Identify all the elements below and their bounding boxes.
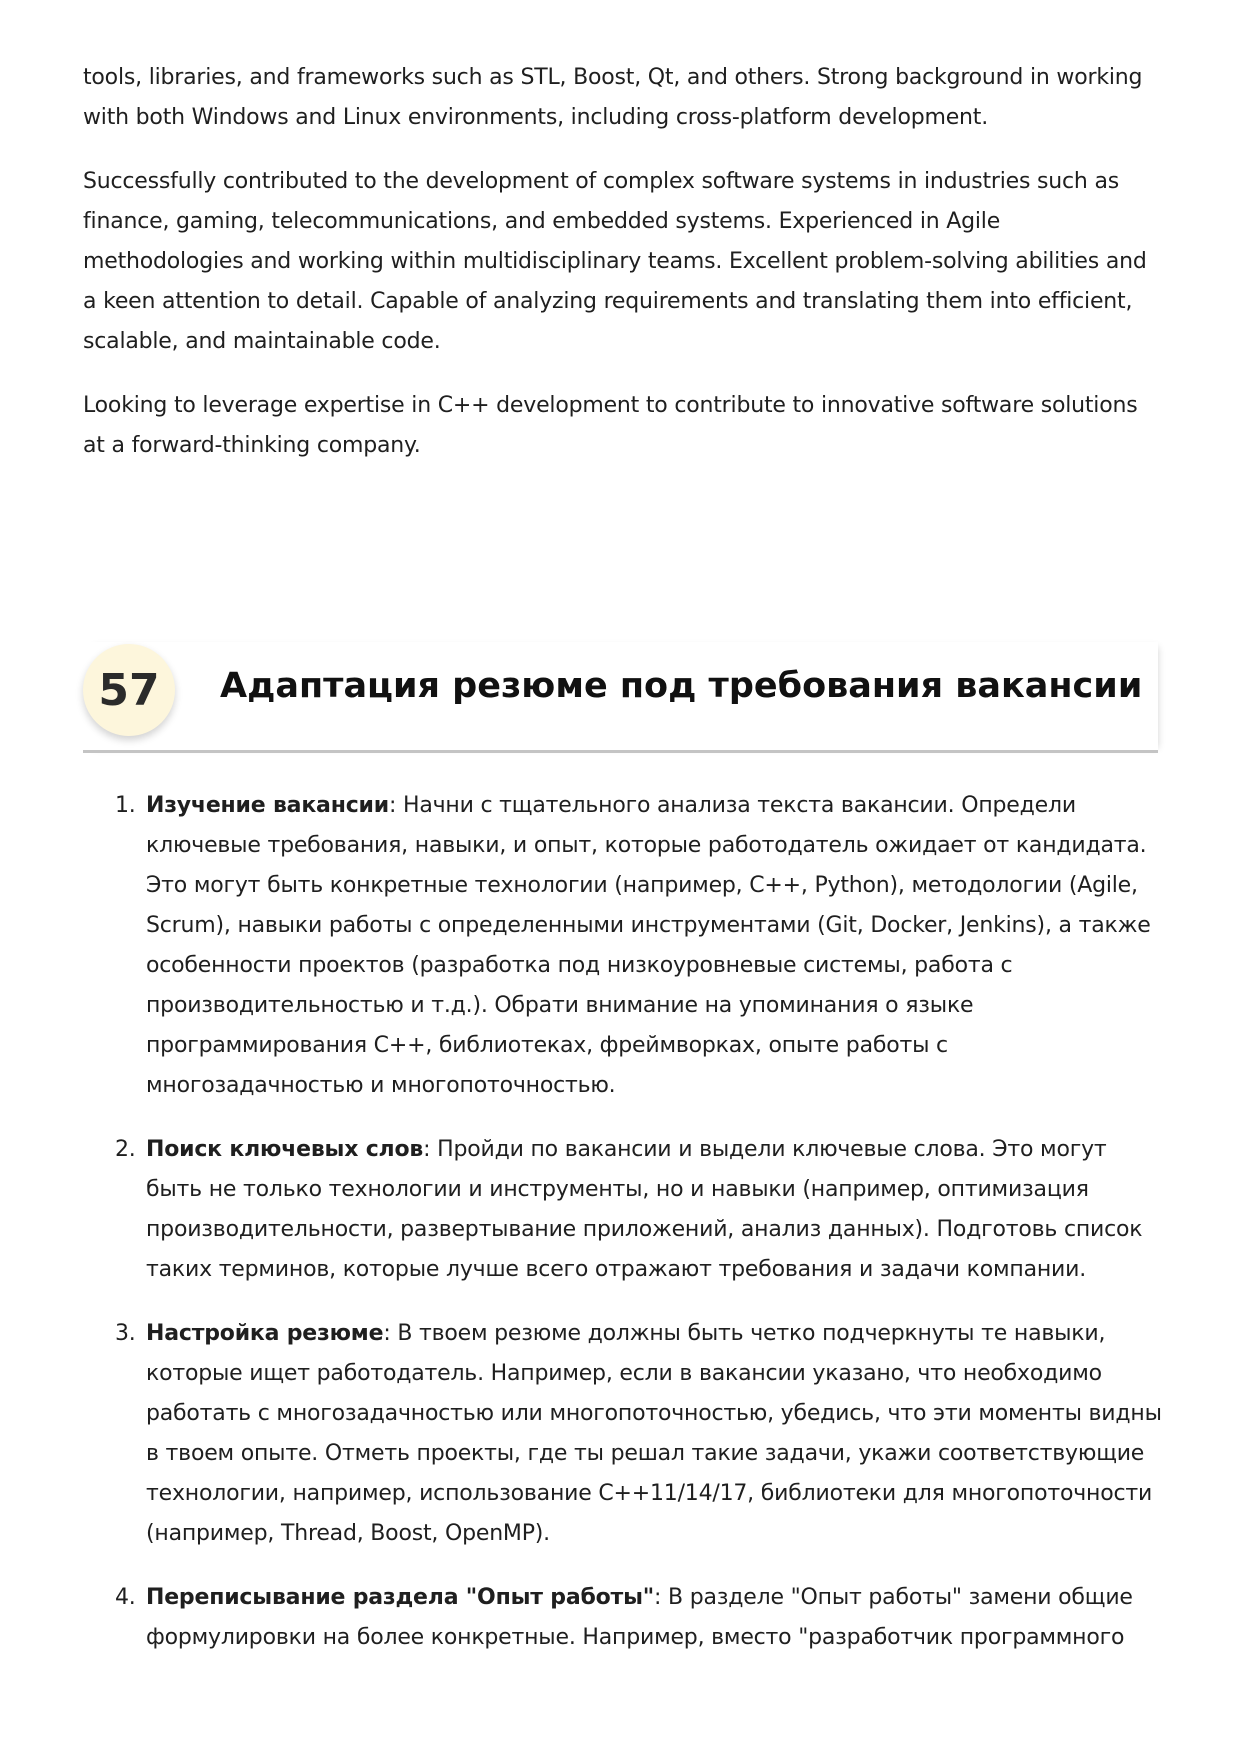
- list-item-text: : В твоем резюме должны быть четко подчеркнуты те навыки, которые ищет работодатель. Например, если в вакансии указано, что необходимо работать с многозадачностью или многопоточностью, убедись, что эти моменты видны в твоем опыте. Отметь проекты, где ты решал такие задачи, укажи соответствующие технологии, например, использование C++11/14/17, библиотеки для многопоточности (например, Thread, Boost, OpenMP).: [146, 1321, 1162, 1546]
- section-header: [83, 642, 1158, 753]
- list-item-number: 4.: [115, 1585, 136, 1610]
- list-item-number: 2.: [115, 1137, 136, 1162]
- list-item-number: 1.: [115, 793, 136, 818]
- list-item-text: : В разделе "Опыт работы" замени общие формулировки на более конкретные. Например, вместо "разработчик программного: [146, 1585, 1133, 1650]
- paragraph: Successfully contributed to the development of complex software systems in industries such as finance, gaming, telecommunications, and embedded systems. Experienced in Agile methodologies and working within multidisciplinary teams. Excellent problem-solving abilities and a keen attention to detail. Capable of analyzing requirements and translating them into efficient, scalable, and maintainable code.: [83, 169, 1147, 354]
- list-item: [115, 1578, 1163, 1658]
- list-item-heading: Поиск ключевых слов: [146, 1137, 424, 1162]
- list-item-heading: Переписывание раздела "Опыт работы": [146, 1585, 655, 1610]
- list-item-text: : Начни с тщательного анализа текста вакансии. Определи ключевые требования, навыки, и опыт, которые работодатель ожидает от кандидата. Это могут быть конкретные технологии (например, C++, Python), методологии (Agile, Scrum), навыки работы с определенными инструментами (Git, Docker, Jenkins), а также особенности проектов (разработка под низкоуровневые системы, работа с производительностью и т.д.). Обрати внимание на упоминания о языке программирования C++, библиотеках, фреймворках, опыте работы с многозадачностью и многопоточностью.: [146, 793, 1151, 1098]
- list-item: [115, 786, 1163, 1106]
- list-item-heading: Изучение вакансии: [146, 793, 389, 818]
- intro-text: [83, 58, 1158, 490]
- list-item-heading: Настройка резюме: [146, 1321, 384, 1346]
- section-title: Адаптация резюме под требования вакансии: [220, 666, 1143, 706]
- paragraph: tools, libraries, and frameworks such as STL, Boost, Qt, and others. Strong background in working with both Windows and Linux environments, including cross-platform development.: [83, 65, 1143, 130]
- numbered-list: [115, 786, 1163, 1682]
- list-item: [115, 1314, 1163, 1554]
- paragraph: Looking to leverage expertise in C++ development to contribute to innovative software solutions at a forward-thinking company.: [83, 393, 1138, 458]
- list-item-text: : Пройди по вакансии и выдели ключевые слова. Это могут быть не только технологии и инструменты, но и навыки (например, оптимизация производительности, развертывание приложений, анализ данных). Подготовь список таких терминов, которые лучше всего отражают требования и задачи компании.: [146, 1137, 1143, 1282]
- list-item-number: 3.: [115, 1321, 136, 1346]
- section-number-badge: 57: [83, 644, 175, 736]
- list-item: [115, 1130, 1163, 1290]
